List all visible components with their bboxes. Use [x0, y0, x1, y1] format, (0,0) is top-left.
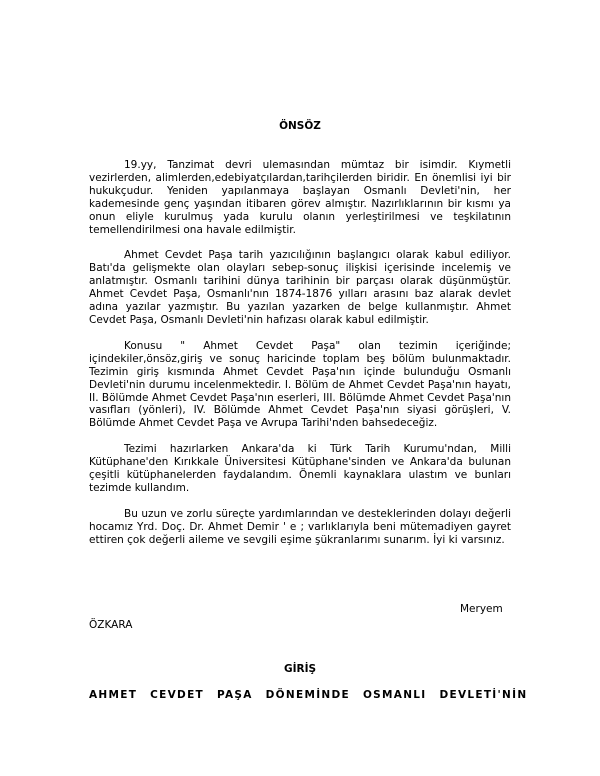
author-last-name: ÖZKARA: [89, 619, 133, 631]
preface-title: ÖNSÖZ: [279, 120, 321, 132]
introduction-title: GİRİŞ: [283, 663, 317, 675]
preface-paragraph-5: Bu uzun ve zorlu süreçte yardımlarından ve desteklerinden dolayı değerli hocamız Yrd. Doç. Dr. Ahmet Demir ' e ; varlıklarıyla beni mütemadiyen gayret ettiren çok değerli aileme ve sevgili eşime şükranlarımı sunarım. İyi ki varsınız.: [89, 507, 511, 546]
preface-paragraph-1: 19.yy, Tanzimat devri ulemasından mümtaz bir isimdir. Kıymetli vezirlerden, alimlerden,edebiyatçılardan,tarihçilerden biridir. En önemlisi iyi bir hukukçudur. Yeniden yapılanmaya başlayan Osmanlı Devleti'nin, her kademesinde genç yaşından itibaren görev almıştır. Nazırlıklarının bir kısmı ya onun eliyle kurulmuş yada kurulu olanın yerleştirilmesi ve teşkilatının temellendirilmesi ona havale edilmiştir.: [89, 159, 511, 236]
preface-body: [89, 159, 511, 560]
preface-paragraph-4: Tezimi hazırlarken Ankara'da ki Türk Tarih Kurumu'ndan, Milli Kütüphane'den Kırıkkale Üniversitesi Kütüphane'sinden ve Ankara'da bulunan çeşitli kütüphanelerden faydalandım. Önemli kaynaklara ulastım ve bunları tezimde kullandım.: [89, 443, 511, 494]
preface-paragraph-2: Ahmet Cevdet Paşa tarih yazıcılığının başlangıcı olarak kabul ediliyor. Batı'da gelişmekte olan olayları sebep-sonuç ilişkisi içerisinde incelemiş ve anlatmıştır. Osmanlı tarihini dünya tarihinin bir parçası olarak düşünmüştür. Ahmet Cevdet Paşa, Osmanlı'nın 1874-1876 yılları arasını baz alarak devlet adına yazılar yazmıştır. Bu yazılan yazarken de belge kullanmıştır. Ahmet Cevdet Paşa, Osmanlı Devleti'nin hafızası olarak kabul edilmiştir.: [89, 249, 511, 326]
chapter-heading: AHMET CEVDET PAŞA DÖNEMİNDE OSMANLI DEVLETİ'NİN: [89, 689, 528, 701]
preface-paragraph-3: Konusu " Ahmet Cevdet Paşa" olan tezimin içeriğinde; içindekiler,önsöz,giriş ve sonuç haricinde toplam beş bölüm bulunmaktadır. Tezimin giriş kısmında Ahmet Cevdet Paşa'nın içinde bulunduğu Osmanlı Devleti'nin durumu incelenmektedir. I. Bölüm de Ahmet Cevdet Paşa'nın hayatı, II. Bölümde Ahmet Cevdet Paşa'nın eserleri, III. Bölümde Ahmet Cevdet Paşa'nın vasıfları (yönleri), IV. Bölümde Ahmet Cevdet Paşa'nın siyasi görüşleri, V. Bölümde Ahmet Cevdet Paşa ve Avrupa Tarihi'nden bahsedeceğiz.: [89, 339, 511, 430]
author-first-name: Meryem: [460, 603, 503, 615]
